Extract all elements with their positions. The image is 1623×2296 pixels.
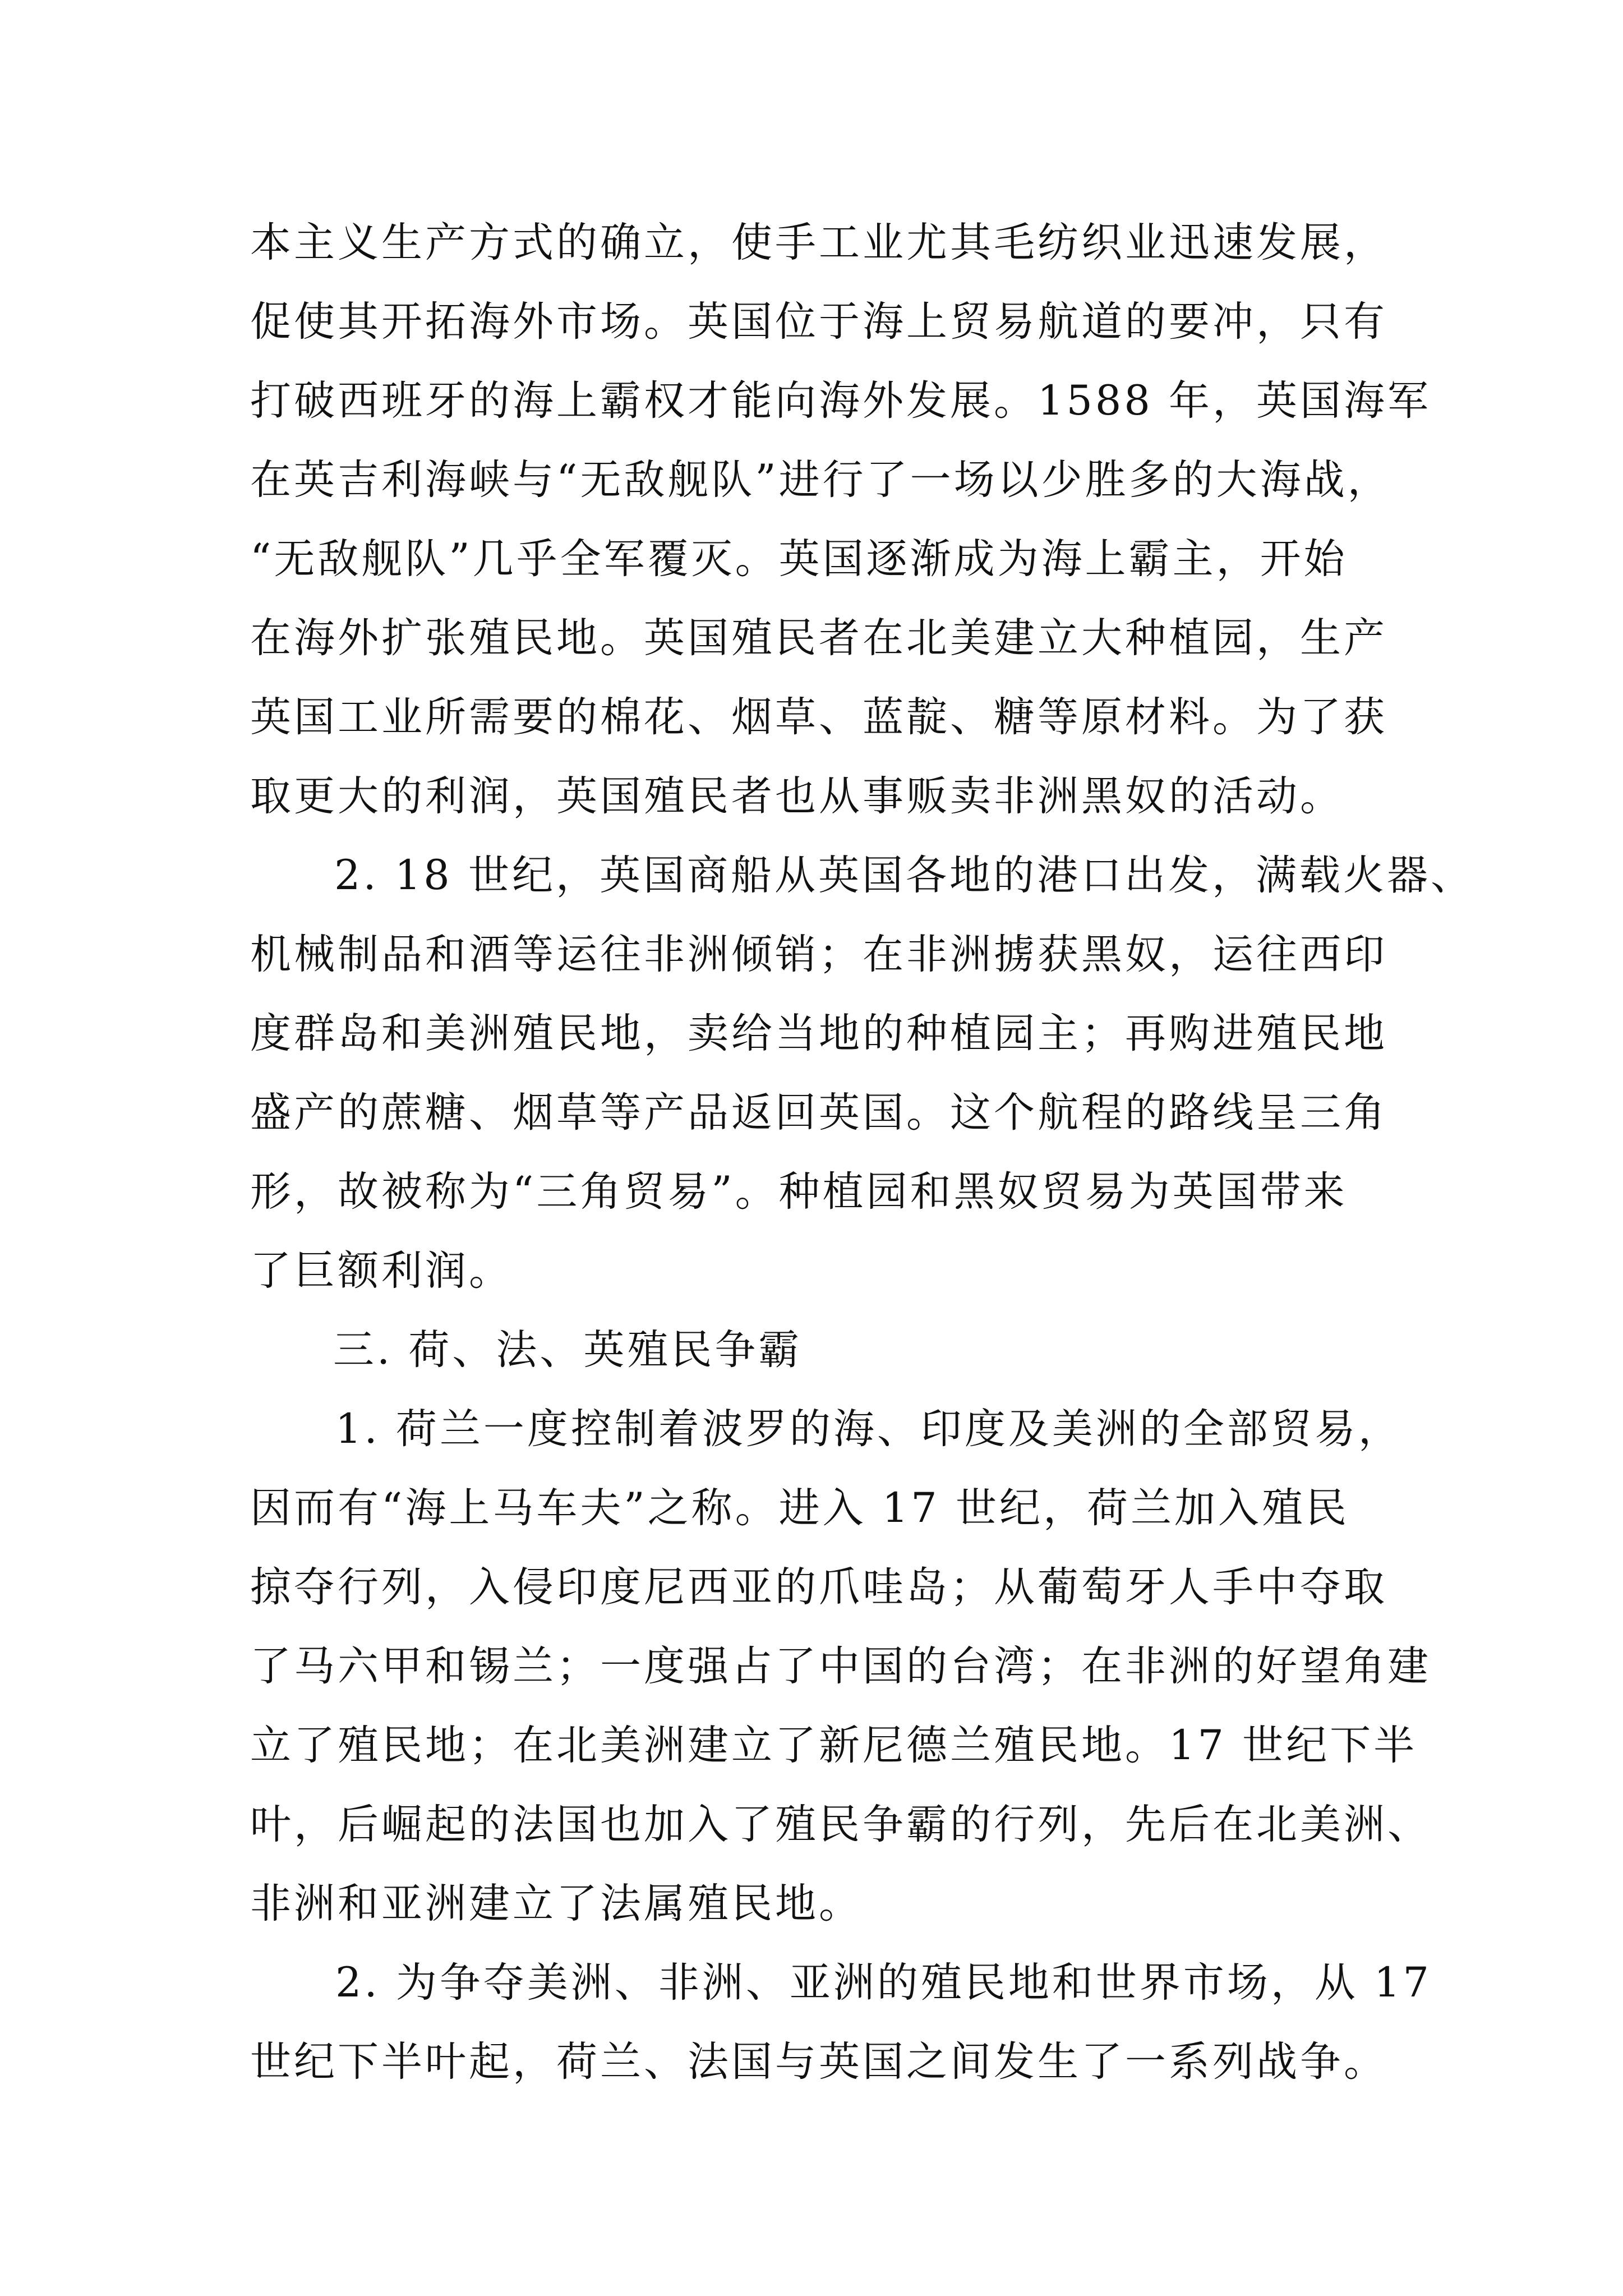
text-line: 促使其开拓海外市场。英国位于海上贸易航道的要冲，只有 [250, 298, 1387, 346]
text-line: 1. 荷兰一度控制着波罗的海、印度及美洲的全部贸易， [335, 1405, 1402, 1453]
text-line: 英国工业所需要的棉花、烟草、蓝靛、糖等原材料。为了获 [250, 693, 1387, 741]
text-line: 非洲和亚洲建立了法属殖民地。 [250, 1880, 863, 1927]
text-line: 叶，后崛起的法国也加入了殖民争霸的行列，先后在北美洲、 [250, 1801, 1431, 1848]
text-line: 2. 18 世纪，英国商船从英国各地的港口出发，满载火器、 [334, 852, 1474, 899]
document-body-text [250, 203, 1474, 2101]
text-line: 度群岛和美洲殖民地，卖给当地的种植园主；再购进殖民地 [250, 1010, 1387, 1057]
text-line: 在海外扩张殖民地。英国殖民者在北美建立大种植园，生产 [250, 614, 1387, 662]
text-line: 打破西班牙的海上霸权才能向海外发展。1588 年，英国海军 [250, 377, 1431, 425]
text-line: 在英吉利海峡与“无敌舰队”进行了一场以少胜多的大海战， [250, 456, 1391, 504]
text-line: 本主义生产方式的确立，使手工业尤其毛纺织业迅速发展， [250, 219, 1387, 266]
text-line: 因而有“海上马车夫”之称。进入 17 世纪，荷兰加入殖民 [250, 1484, 1349, 1532]
text-line: 取更大的利润，英国殖民者也从事贩卖非洲黑奴的活动。 [250, 772, 1344, 820]
text-line: 掠夺行列，入侵印度尼西亚的爪哇岛；从葡萄牙人手中夺取 [250, 1563, 1387, 1611]
text-line: 机械制品和酒等运往非洲倾销；在非洲掳获黑奴，运往西印 [250, 931, 1387, 978]
text-line: 2. 为争夺美洲、非洲、亚洲的殖民地和世界市场，从 17 [335, 1959, 1432, 2007]
text-line: 了马六甲和锡兰；一度强占了中国的台湾；在非洲的好望角建 [250, 1642, 1431, 1690]
text-line: 立了殖民地；在北美洲建立了新尼德兰殖民地。17 世纪下半 [250, 1722, 1418, 1769]
text-line: 世纪下半叶起，荷兰、法国与英国之间发生了一系列战争。 [250, 2038, 1387, 2086]
text-line: 了巨额利润。 [250, 1247, 513, 1295]
text-line: 形，故被称为“三角贸易”。种植园和黑奴贸易为英国带来 [250, 1168, 1348, 1216]
section-heading: 三. 荷、法、英殖民争霸 [333, 1326, 803, 1374]
text-line: 盛产的蔗糖、烟草等产品返回英国。这个航程的路线呈三角 [250, 1089, 1387, 1137]
text-line: “无敌舰队”几乎全军覆灭。英国逐渐成为海上霸主，开始 [250, 535, 1348, 583]
